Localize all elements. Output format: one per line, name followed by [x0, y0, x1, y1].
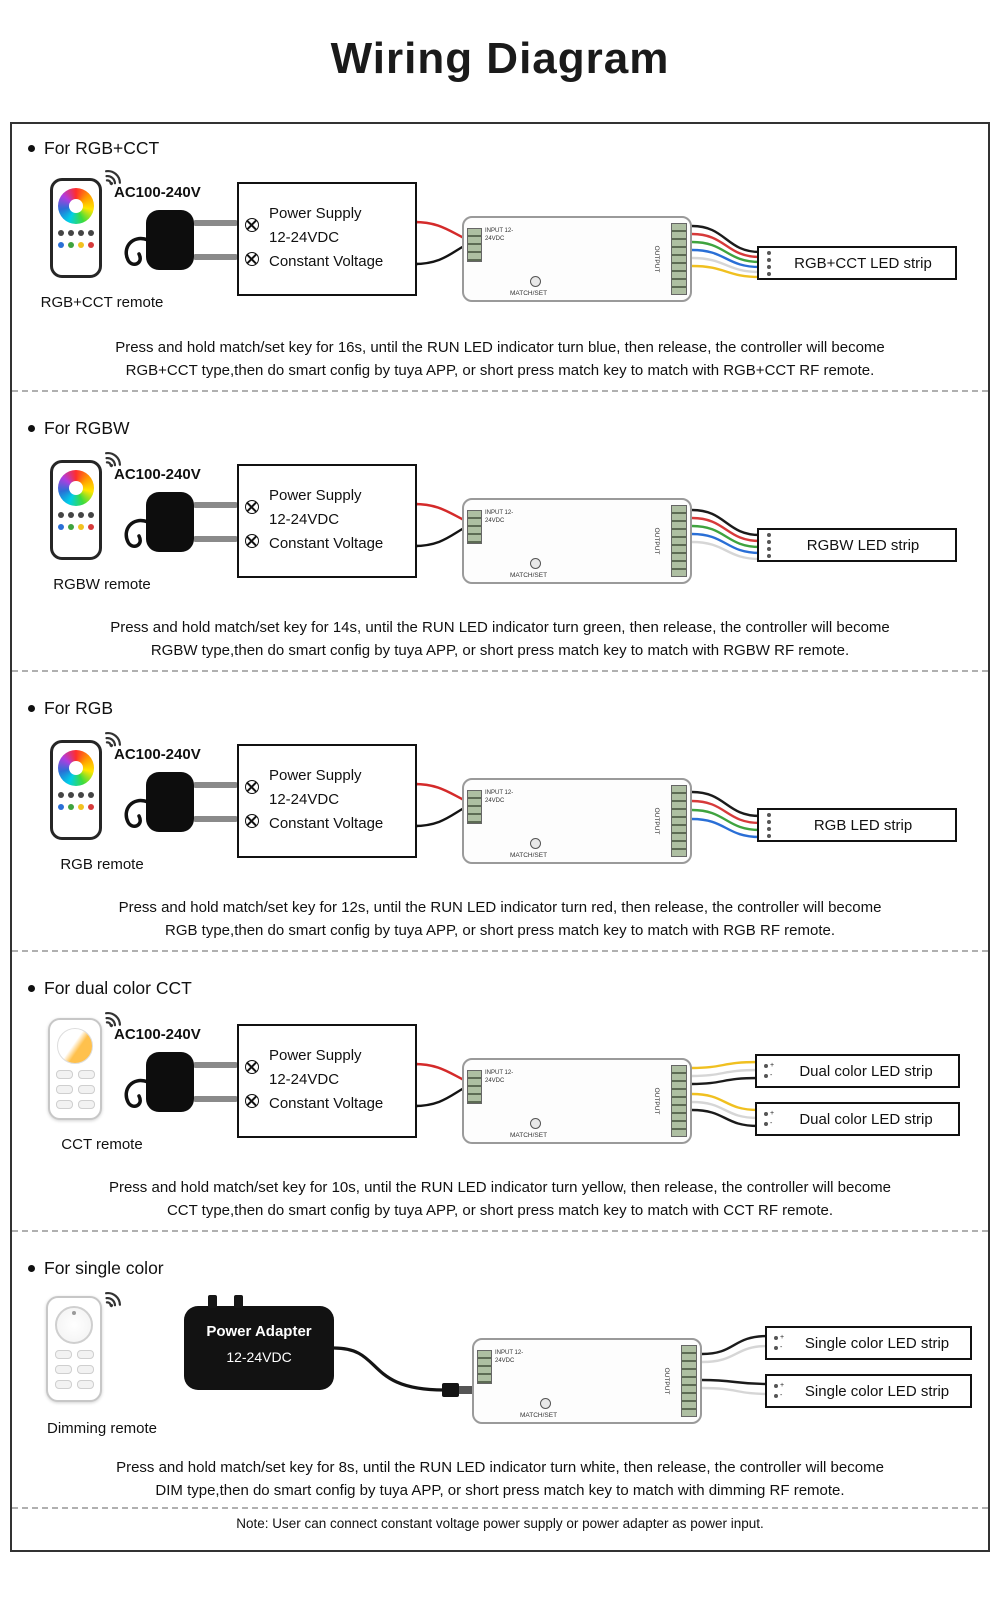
output-terminal-block [671, 785, 687, 857]
plus-mark: + [780, 1334, 785, 1341]
footer-note [12, 1497, 988, 1550]
power-adapter [184, 1306, 334, 1390]
plug-pin [234, 1295, 243, 1308]
minus-mark: - [770, 1072, 773, 1079]
description-line: Press and hold match/set key for 14s, until the RUN LED indicator turn green, then release, the controller will become [110, 619, 890, 636]
led-strip [765, 1374, 972, 1408]
psu-line: 12-24VDC [269, 791, 340, 808]
terminal-icon [245, 780, 259, 794]
remote-buttons-row [53, 512, 99, 518]
strip-terminals [774, 1334, 784, 1352]
diagram-frame [10, 122, 990, 1552]
psu-line: Power Supply [269, 205, 362, 222]
led-controller [462, 216, 692, 302]
section-description [12, 336, 988, 382]
remote-label: RGBW remote [53, 576, 151, 593]
terminal-icon [245, 500, 259, 514]
bullet-icon [28, 705, 35, 712]
psu-line: Power Supply [269, 487, 362, 504]
psu-line: 12-24VDC [269, 511, 340, 528]
strip-label: RGB+CCT LED strip [794, 254, 932, 272]
dimming-remote [46, 1296, 102, 1402]
controller-input-label: INPUT 12-24VDC [485, 1070, 514, 1084]
bullet-icon [28, 985, 35, 992]
power-supply-box [237, 464, 417, 578]
plus-mark: + [770, 1062, 775, 1069]
description-line: RGB+CCT type,then do smart config by tuya APP, or short press match key to match with RGB+CCT RF remote. [125, 362, 875, 379]
remote-buttons-row [48, 1365, 100, 1374]
remote-buttons-row [50, 1070, 100, 1079]
psu-line: Constant Voltage [269, 1095, 384, 1112]
section-description [12, 1176, 988, 1222]
remote-buttons-row [50, 1100, 100, 1109]
strip-terminals [764, 1110, 774, 1128]
terminal-icon [245, 814, 259, 828]
input-terminal-block [467, 1070, 482, 1104]
color-wheel [58, 750, 94, 786]
ac-plug-icon [120, 1046, 246, 1124]
ac-voltage-label: AC100-240V [114, 184, 201, 201]
section-heading [28, 1258, 164, 1279]
bullet-icon [28, 425, 35, 432]
diagram-rgbw [12, 450, 988, 620]
section-rgb-cct [12, 124, 988, 392]
section-single-color [12, 1232, 988, 1509]
match-set-label: MATCH/SET [510, 852, 548, 859]
section-description [12, 896, 988, 942]
minus-mark: - [780, 1392, 783, 1399]
cct-wheel [57, 1028, 93, 1064]
led-controller [472, 1338, 702, 1424]
terminal-icon [245, 1094, 259, 1108]
section-heading-text: For RGBW [44, 418, 130, 438]
remote-buttons-row [53, 242, 99, 248]
match-set-label: MATCH/SET [510, 1132, 548, 1139]
ac-voltage-label: AC100-240V [114, 1026, 201, 1043]
psu-line: 12-24VDC [269, 1071, 340, 1088]
strip-label: RGB LED strip [813, 816, 913, 834]
section-rgbw [12, 392, 988, 672]
output-terminal-block [671, 505, 687, 577]
color-wheel [58, 470, 94, 506]
diagram-dual-cct [12, 1010, 988, 1180]
description-line: DIM type,then do smart config by tuya APP, or short press match key to match with dimming RF remote. [155, 1482, 845, 1499]
strip-label: RGBW LED strip [806, 536, 920, 554]
input-terminal-block [467, 510, 482, 544]
diagram-rgb-cct [12, 168, 988, 338]
controller-output-label: OUTPUT [653, 1087, 661, 1115]
strip-label: Single color LED strip [804, 1382, 950, 1400]
led-strip [757, 246, 957, 280]
power-supply-box [237, 744, 417, 858]
section-rgb [12, 672, 988, 952]
controller-output-label: OUTPUT [663, 1367, 671, 1395]
remote-buttons-row [53, 792, 99, 798]
section-heading-text: For RGB [44, 698, 114, 718]
ac-voltage-label: AC100-240V [114, 466, 201, 483]
strip-label: Dual color LED strip [799, 1062, 933, 1080]
match-set-label: MATCH/SET [520, 1412, 558, 1419]
strip-label: Dual color LED strip [799, 1110, 933, 1128]
led-strip [757, 808, 957, 842]
plus-mark: + [770, 1110, 775, 1117]
terminal-icon [245, 1060, 259, 1074]
strip-terminals [764, 1062, 774, 1080]
wifi-icon [100, 1286, 126, 1312]
strip-terminals [774, 1382, 784, 1400]
diagram-rgb [12, 730, 988, 900]
section-heading-text: For RGB+CCT [44, 138, 160, 158]
ac-plug-icon [120, 204, 246, 282]
match-set-button[interactable] [530, 1118, 541, 1129]
output-terminal-block [681, 1345, 697, 1417]
psu-line: Constant Voltage [269, 253, 384, 270]
remote-buttons-row [48, 1380, 100, 1389]
input-terminal-block [467, 790, 482, 824]
page-title: Wiring Diagram [330, 34, 670, 83]
plus-mark: + [780, 1382, 785, 1389]
section-dual-cct [12, 952, 988, 1232]
plug-pin [208, 1295, 217, 1308]
ac-plug-icon [120, 486, 246, 564]
output-terminal-block [671, 223, 687, 295]
description-line: RGBW type,then do smart config by tuya APP, or short press match key to match with RGBW RF remote. [150, 642, 850, 659]
match-set-label: MATCH/SET [510, 572, 548, 579]
minus-mark: - [770, 1120, 773, 1127]
section-heading-text: For dual color CCT [44, 978, 192, 998]
controller-input-label: INPUT 12-24VDC [495, 1350, 524, 1364]
footer-note-text: Note: User can connect constant voltage power supply or power adapter as power input. [236, 1516, 764, 1531]
psu-line: Power Supply [269, 1047, 362, 1064]
adapter-line: 12-24VDC [226, 1349, 292, 1365]
diagram-single-color [12, 1290, 988, 1460]
color-wheel [58, 188, 94, 224]
rgbw-remote [50, 460, 102, 560]
controller-output-label: OUTPUT [653, 527, 661, 555]
section-heading [28, 138, 159, 159]
controller-input-label: INPUT 12-24VDC [485, 790, 514, 804]
match-set-label: MATCH/SET [510, 290, 548, 297]
output-terminal-block [671, 1065, 687, 1137]
terminal-icon [245, 218, 259, 232]
section-description [12, 616, 988, 662]
remote-label: CCT remote [61, 1136, 143, 1153]
adapter-line: Power Adapter [206, 1323, 312, 1340]
description-line: Press and hold match/set key for 16s, until the RUN LED indicator turn blue, then release, the controller will become [115, 339, 885, 356]
section-heading [28, 978, 192, 999]
led-strip [757, 528, 957, 562]
match-set-button[interactable] [540, 1398, 551, 1409]
match-set-button[interactable] [530, 558, 541, 569]
power-supply-box [237, 1024, 417, 1138]
controller-output-label: OUTPUT [653, 807, 661, 835]
remote-buttons-row [53, 804, 99, 810]
ac-voltage-label: AC100-240V [114, 746, 201, 763]
psu-line: Constant Voltage [269, 535, 384, 552]
rgb-remote [50, 740, 102, 840]
description-line: Press and hold match/set key for 12s, until the RUN LED indicator turn red, then release, the controller will become [118, 899, 882, 916]
remote-buttons-row [48, 1350, 100, 1359]
minus-mark: - [780, 1344, 783, 1351]
terminal-icon [245, 252, 259, 266]
description-line: RGB type,then do smart config by tuya APP, or short press match key to match with RGB RF remote. [165, 922, 835, 939]
controller-output-label: OUTPUT [653, 245, 661, 273]
psu-line: Constant Voltage [269, 815, 384, 832]
description-line: Press and hold match/set key for 10s, until the RUN LED indicator turn yellow, then release, the controller will become [108, 1179, 892, 1196]
led-controller [462, 1058, 692, 1144]
led-controller [462, 778, 692, 864]
led-strip [765, 1326, 972, 1360]
controller-input-label: INPUT 12-24VDC [485, 510, 514, 524]
match-set-button[interactable] [530, 276, 541, 287]
remote-buttons-row [50, 1085, 100, 1094]
power-supply-box [237, 182, 417, 296]
section-heading [28, 418, 130, 439]
description-line: Press and hold match/set key for 8s, until the RUN LED indicator turn white, then release, the controller will become [116, 1459, 884, 1476]
bullet-icon [28, 1265, 35, 1272]
match-set-button[interactable] [530, 838, 541, 849]
controller-input-label: INPUT 12-24VDC [485, 228, 514, 242]
description-line: CCT type,then do smart config by tuya APP, or short press match key to match with CCT RF remote. [166, 1202, 834, 1219]
psu-line: Power Supply [269, 767, 362, 784]
dimmer-dial [55, 1306, 93, 1344]
input-terminal-block [477, 1350, 492, 1384]
cct-remote [48, 1018, 102, 1120]
remote-buttons-row [53, 230, 99, 236]
remote-buttons-row [53, 524, 99, 530]
section-description [12, 1456, 988, 1502]
led-strip [755, 1102, 960, 1136]
rgb-cct-remote [50, 178, 102, 278]
bullet-icon [28, 145, 35, 152]
remote-label: RGB remote [60, 856, 144, 873]
section-heading-text: For single color [44, 1258, 164, 1278]
section-heading [28, 698, 113, 719]
input-terminal-block [467, 228, 482, 262]
led-controller [462, 498, 692, 584]
led-strip [755, 1054, 960, 1088]
ac-plug-icon [120, 766, 246, 844]
strip-label: Single color LED strip [804, 1334, 950, 1352]
remote-label: Dimming remote [46, 1420, 158, 1437]
remote-label: RGB+CCT remote [40, 294, 164, 311]
terminal-icon [245, 534, 259, 548]
psu-line: 12-24VDC [269, 229, 340, 246]
